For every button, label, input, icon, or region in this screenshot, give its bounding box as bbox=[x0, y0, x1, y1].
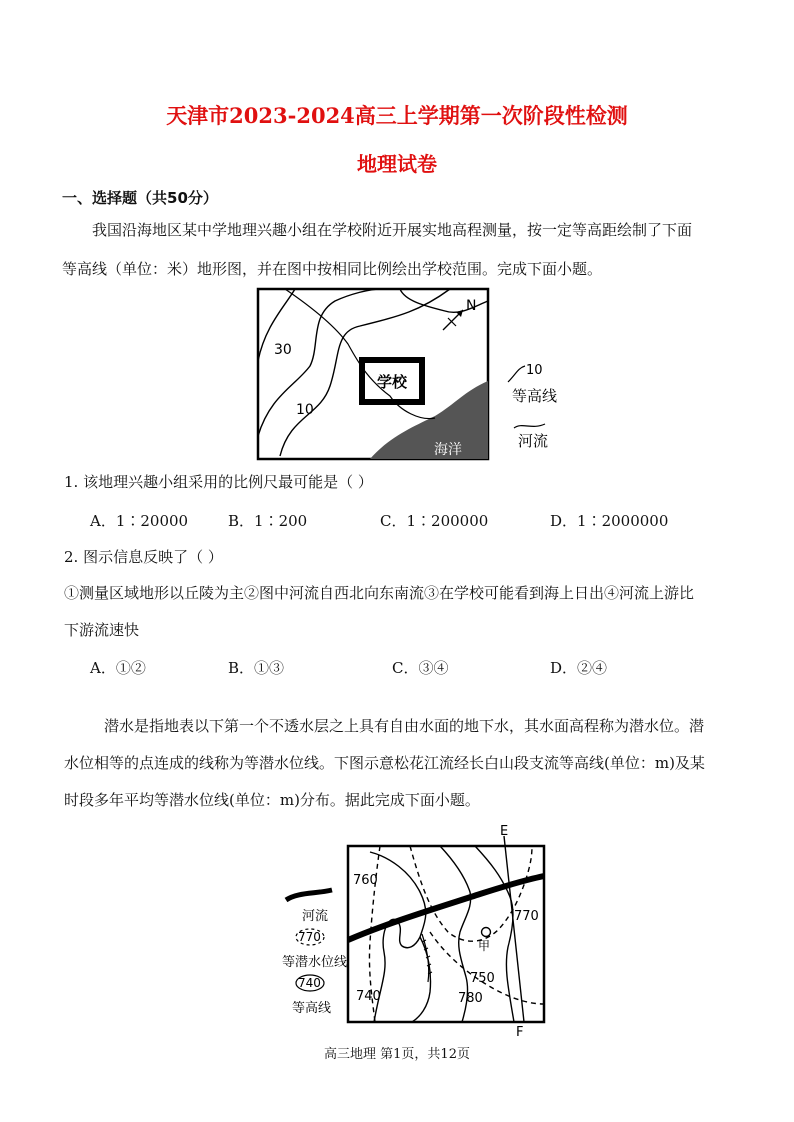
passage1-line2: 等高线（单位：米）地形图，并在图中按相同比例绘出学校范围。完成下面小题。 bbox=[62, 260, 603, 278]
contour-label-30: 30 bbox=[274, 342, 292, 358]
passage2-line2: 水位相等的点连成的线称为等潜水位线。下图示意松花江流经长白山段支流等高线(单位：m)及某 bbox=[64, 754, 705, 772]
page-footer: 高三地理 第1页，共12页 bbox=[324, 1047, 470, 1062]
section-heading: 一、选择题（共50分） bbox=[62, 189, 218, 207]
q1-option-b[interactable]: B．1∶200 bbox=[228, 512, 308, 530]
label-jia: 甲 bbox=[478, 939, 491, 953]
q2-option-a[interactable]: A．①② bbox=[90, 659, 146, 677]
label-770: 770 bbox=[514, 909, 539, 924]
q1-option-c[interactable]: C．1∶200000 bbox=[380, 512, 489, 530]
legend-contour-value: 740 bbox=[298, 976, 321, 990]
label-750: 750 bbox=[470, 971, 495, 986]
legend-water: 等潜水位线 bbox=[282, 955, 348, 970]
contour-map-1 bbox=[250, 286, 580, 466]
legend-contour-value: 10 bbox=[526, 363, 543, 378]
q2-option-d[interactable]: D．②④ bbox=[550, 659, 608, 677]
water-table-map bbox=[280, 822, 560, 1042]
q2-option-b[interactable]: B．①③ bbox=[228, 659, 285, 677]
legend-river-label: 河流 bbox=[518, 432, 549, 450]
question-1-stem: 1. 该地理兴趣小组采用的比例尺最可能是（ ） bbox=[64, 473, 373, 491]
legend-water-value: 770 bbox=[298, 930, 321, 944]
q1-option-d[interactable]: D．1∶2000000 bbox=[550, 512, 669, 530]
legend-river: 河流 bbox=[302, 909, 329, 924]
q1-option-a[interactable]: A．1∶20000 bbox=[90, 512, 189, 530]
question-2-stem: 2. 图示信息反映了（ ） bbox=[64, 548, 223, 566]
exam-title: 天津市2023-2024高三上学期第一次阶段性检测 bbox=[166, 103, 628, 128]
passage1-line1: 我国沿海地区某中学地理兴趣小组在学校附近开展实地高程测量，按一定等高距绘制了下面 bbox=[92, 221, 693, 239]
label-740: 740 bbox=[356, 989, 381, 1004]
q2-option-c[interactable]: C．③④ bbox=[392, 659, 449, 677]
school-label: 学校 bbox=[376, 373, 408, 391]
label-760: 760 bbox=[353, 873, 378, 888]
passage2-line1: 潜水是指地表以下第一个不透水层之上具有自由水面的地下水，其水面高程称为潜水位。潜 bbox=[104, 717, 705, 735]
label-E: E bbox=[500, 824, 509, 839]
exam-subtitle: 地理试卷 bbox=[357, 152, 437, 176]
north-arrow-label: N bbox=[466, 298, 477, 314]
contour-label-10: 10 bbox=[296, 402, 314, 418]
label-780: 780 bbox=[458, 991, 483, 1006]
legend-contour-label: 等高线 bbox=[512, 387, 558, 405]
question-2-line1: ①测量区域地形以丘陵为主②图中河流自西北向东南流③在学校可能看到海上日出④河流上游比 bbox=[64, 584, 695, 602]
passage2-line3: 时段多年平均等潜水位线(单位：m)分布。据此完成下面小题。 bbox=[64, 791, 480, 809]
legend-contour: 等高线 bbox=[292, 1001, 332, 1016]
label-F: F bbox=[516, 1025, 524, 1040]
question-2-line2: 下游流速快 bbox=[64, 621, 140, 639]
ocean-label: 海洋 bbox=[434, 442, 462, 458]
